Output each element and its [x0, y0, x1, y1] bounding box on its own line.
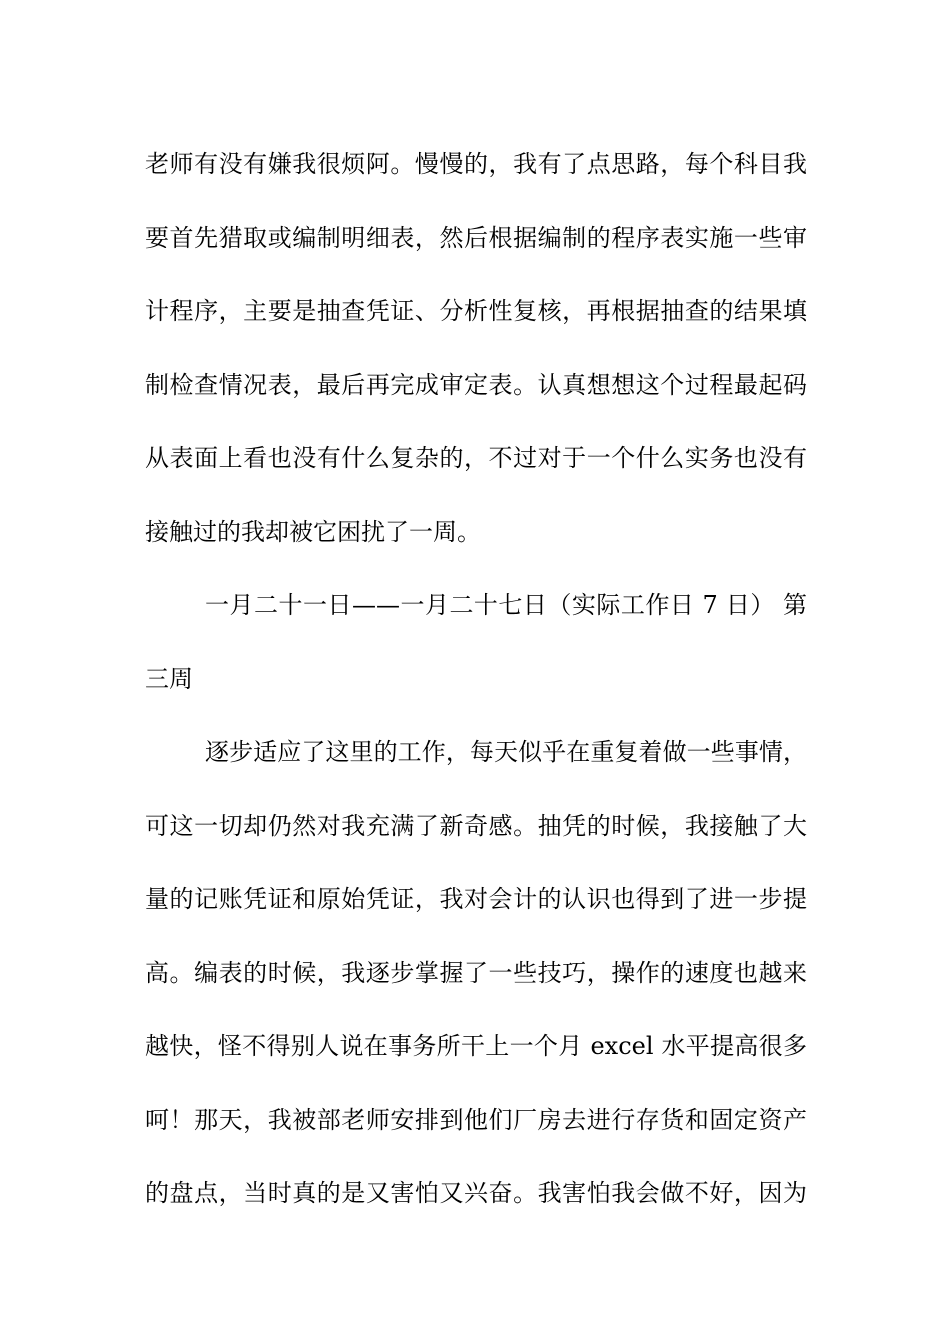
- text-line-3: 计程序，主要是抽查凭证、分析性复核，再根据抽查的结果填: [145, 297, 807, 325]
- section-heading-line-1: 一月二十一日——一月二十七日（实际工作日 7 日） 第: [205, 591, 807, 619]
- text-line-13: 越快，怪不得别人说在事务所干上一个月 excel 水平提高很多: [145, 1032, 807, 1060]
- text-line-6: 接触过的我却被它困扰了一周。: [145, 517, 481, 546]
- text-line-12: 高。编表的时候，我逐步掌握了一些技巧，操作的速度也越来: [145, 958, 807, 987]
- section-heading-line-2: 三周: [145, 664, 193, 693]
- text-line-10: 可这一切却仍然对我充满了新奇感。抽凭的时候，我接触了大: [145, 811, 807, 840]
- text-line-2: 要首先猎取或编制明细表，然后根据编制的程序表实施一些审: [145, 223, 807, 252]
- text-line-4: 制检查情况表，最后再完成审定表。认真想想这个过程最起码: [145, 370, 807, 399]
- text-line-9: 逐步适应了这里的工作，每天似乎在重复着做一些事情，: [205, 738, 807, 766]
- text-line-1: 老师有没有嫌我很烦阿。慢慢的，我有了点思路，每个科目我: [145, 150, 807, 178]
- body-text: [145, 128, 807, 1231]
- text-line-5: 从表面上看也没有什么复杂的，不过对于一个什么实务也没有: [145, 444, 807, 472]
- text-line-15: 的盘点，当时真的是又害怕又兴奋。我害怕我会做不好，因为: [145, 1179, 807, 1207]
- text-line-11: 量的记账凭证和原始凭证，我对会计的认识也得到了进一步提: [145, 885, 807, 913]
- text-line-14: 呵！那天，我被部老师安排到他们厂房去进行存货和固定资产: [145, 1105, 807, 1134]
